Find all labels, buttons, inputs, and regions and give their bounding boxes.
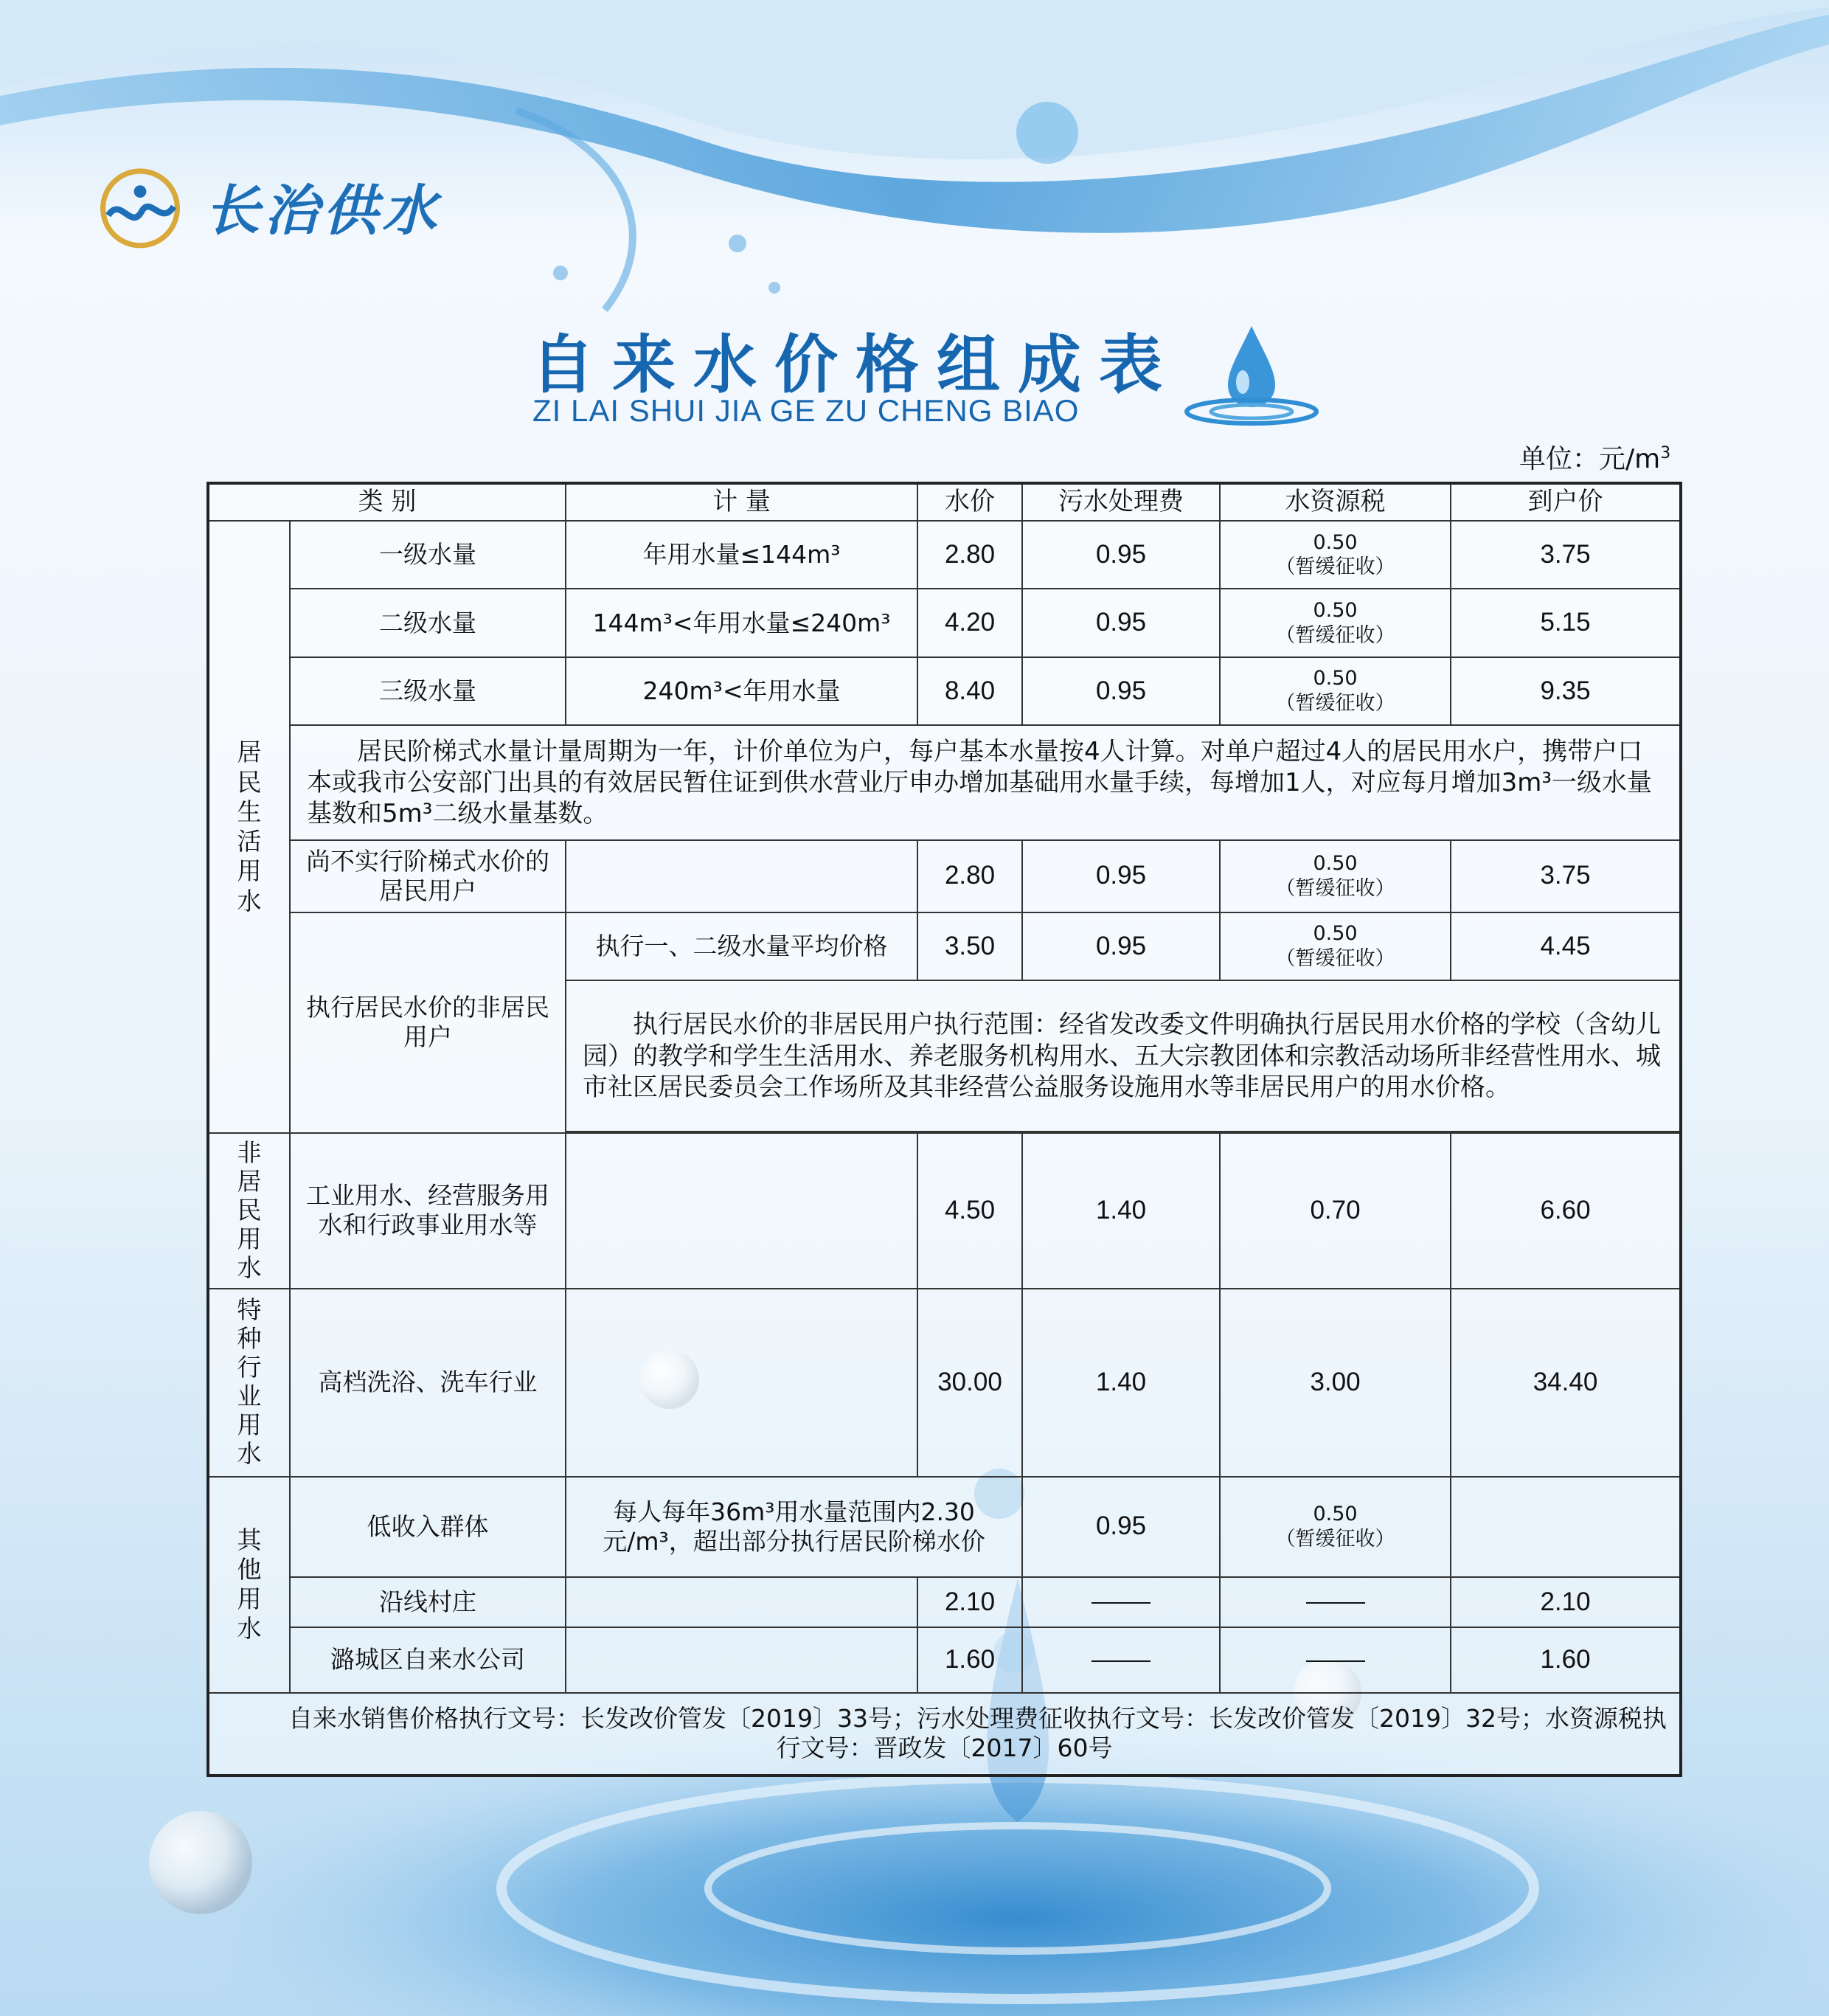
nonres-at-res-name: 执行居民水价的非居民用户 (290, 912, 566, 1133)
header-measure: 计 量 (566, 483, 917, 521)
water-price: 3.50 (917, 912, 1022, 980)
tier-name: 一级水量 (290, 521, 566, 589)
table-row (208, 521, 1681, 589)
tier-measure: 144m³<年用水量≤240m³ (566, 589, 917, 657)
category-special: 特种行业用水 (208, 1289, 290, 1477)
resource-tax: 0.70 (1220, 1133, 1451, 1289)
table-row (208, 1133, 1681, 1289)
table-row (208, 1477, 1681, 1577)
resource-tax: 0.50 （暂缓征收） (1220, 589, 1451, 657)
sewage-fee-dash (1022, 1577, 1220, 1627)
category-residential: 居民生活用水 (208, 521, 290, 1133)
sewage-fee: 0.95 (1022, 1477, 1220, 1577)
resource-tax: 0.50 （暂缓征收） (1220, 521, 1451, 589)
header-sewage-fee: 污水处理费 (1022, 483, 1220, 521)
sewage-fee: 1.40 (1022, 1289, 1220, 1477)
logo-text: 长治供水 (205, 179, 441, 243)
water-logo-icon (96, 162, 184, 251)
sewage-fee: 0.95 (1022, 589, 1220, 657)
table-row (208, 657, 1681, 725)
water-price: 4.20 (917, 589, 1022, 657)
empty-measure (566, 840, 917, 912)
water-drop-icon (1184, 325, 1320, 428)
empty-measure (566, 1289, 917, 1477)
nonres-at-res-measure: 执行一、二级水量平均价格 (566, 912, 917, 980)
final-price: 1.60 (1451, 1627, 1681, 1692)
final-price: 6.60 (1451, 1133, 1681, 1289)
category-nonresidential: 非居民用水 (208, 1133, 290, 1289)
empty-measure (566, 1577, 917, 1627)
empty-measure (566, 1627, 917, 1692)
footer-note: 自来水销售价格执行文号：长发改价管发〔2019〕33号；污水处理费征收执行文号：长发改价管发〔2019〕32号；水资源税执行文号：晋政发〔2017〕60号 (208, 1693, 1681, 1776)
header-resource-tax: 水资源税 (1220, 483, 1451, 521)
final-price: 5.15 (1451, 589, 1681, 657)
price-table (206, 482, 1682, 1777)
water-price: 2.80 (917, 840, 1022, 912)
sewage-fee: 0.95 (1022, 521, 1220, 589)
resource-tax: 0.50 （暂缓征收） (1220, 912, 1451, 980)
nonresidential-name: 工业用水、经营服务用水和行政事业用水等 (290, 1133, 566, 1289)
category-other: 其他用水 (208, 1477, 290, 1693)
low-income-measure: 每人每年36m³用水量范围内2.30元/m³，超出部分执行居民阶梯水价 (566, 1477, 1022, 1577)
empty-final (1451, 1477, 1681, 1577)
tier-name: 三级水量 (290, 657, 566, 725)
header-water-price: 水价 (917, 483, 1022, 521)
resource-tax: 0.50 （暂缓征收） (1220, 657, 1451, 725)
final-price: 3.75 (1451, 521, 1681, 589)
lucheng-name: 潞城区自来水公司 (290, 1627, 566, 1692)
sewage-fee: 0.95 (1022, 657, 1220, 725)
water-price: 4.50 (917, 1133, 1022, 1289)
tier-note: 居民阶梯式水量计量周期为一年，计价单位为户，每户基本水量按4人计算。对单户超过4人的居民用水户，携带户口本或我市公安部门出具的有效居民暂住证到供水营业厅申办增加基础用水量手续，每增加1人，对应每月增加3m³一级水量基数和5m³二级水量基数。 (290, 725, 1681, 840)
low-income-name: 低收入群体 (290, 1477, 566, 1577)
table-row (208, 840, 1681, 912)
special-name: 高档洗浴、洗车行业 (290, 1289, 566, 1477)
final-price: 3.75 (1451, 840, 1681, 912)
empty-measure (566, 1133, 917, 1289)
water-price: 8.40 (917, 657, 1022, 725)
final-price: 9.35 (1451, 657, 1681, 725)
table-row (208, 725, 1681, 840)
final-price: 34.40 (1451, 1289, 1681, 1477)
header-category: 类 别 (208, 483, 566, 521)
table-row (208, 912, 1681, 980)
water-price: 2.10 (917, 1577, 1022, 1627)
tier-measure: 年用水量≤144m³ (566, 521, 917, 589)
resource-tax-dash (1220, 1627, 1451, 1692)
table-row (208, 589, 1681, 657)
tier-measure: 240m³<年用水量 (566, 657, 917, 725)
final-price: 2.10 (1451, 1577, 1681, 1627)
sewage-fee: 1.40 (1022, 1133, 1220, 1289)
villages-name: 沿线村庄 (290, 1577, 566, 1627)
sewage-fee: 0.95 (1022, 840, 1220, 912)
company-logo (96, 162, 441, 251)
resource-tax: 0.50 （暂缓征收） (1220, 840, 1451, 912)
final-price: 4.45 (1451, 912, 1681, 980)
sewage-fee-dash (1022, 1627, 1220, 1692)
header-final-price: 到户价 (1451, 483, 1681, 521)
resource-tax: 0.50 （暂缓征收） (1220, 1477, 1451, 1577)
water-price: 2.80 (917, 521, 1022, 589)
table-row (208, 1577, 1681, 1627)
page-subtitle: ZI LAI SHUI JIA GE ZU CHENG BIAO (532, 393, 1080, 428)
table-row (208, 1693, 1681, 1776)
table-row (208, 1289, 1681, 1477)
water-price: 30.00 (917, 1289, 1022, 1477)
non-tiered-name: 尚不实行阶梯式水价的居民用户 (290, 840, 566, 912)
tier-name: 二级水量 (290, 589, 566, 657)
table-row (208, 1627, 1681, 1692)
resource-tax-dash (1220, 1577, 1451, 1627)
sewage-fee: 0.95 (1022, 912, 1220, 980)
unit-label: 单位：元$/m^3$ (1519, 444, 1671, 474)
water-price: 1.60 (917, 1627, 1022, 1692)
resource-tax: 3.00 (1220, 1289, 1451, 1477)
nonres-at-res-note: 执行居民水价的非居民用户执行范围：经省发改委文件明确执行居民用水价格的学校（含幼儿园）的教学和学生生活用水、养老服务机构用水、五大宗教团体和宗教活动场所非经营性用水、城市社区居民委员会工作场所及其非经营公益服务设施用水等非居民用户的用水价格。 (566, 980, 1681, 1132)
page-title: 自来水价格组成表 (531, 328, 1180, 402)
